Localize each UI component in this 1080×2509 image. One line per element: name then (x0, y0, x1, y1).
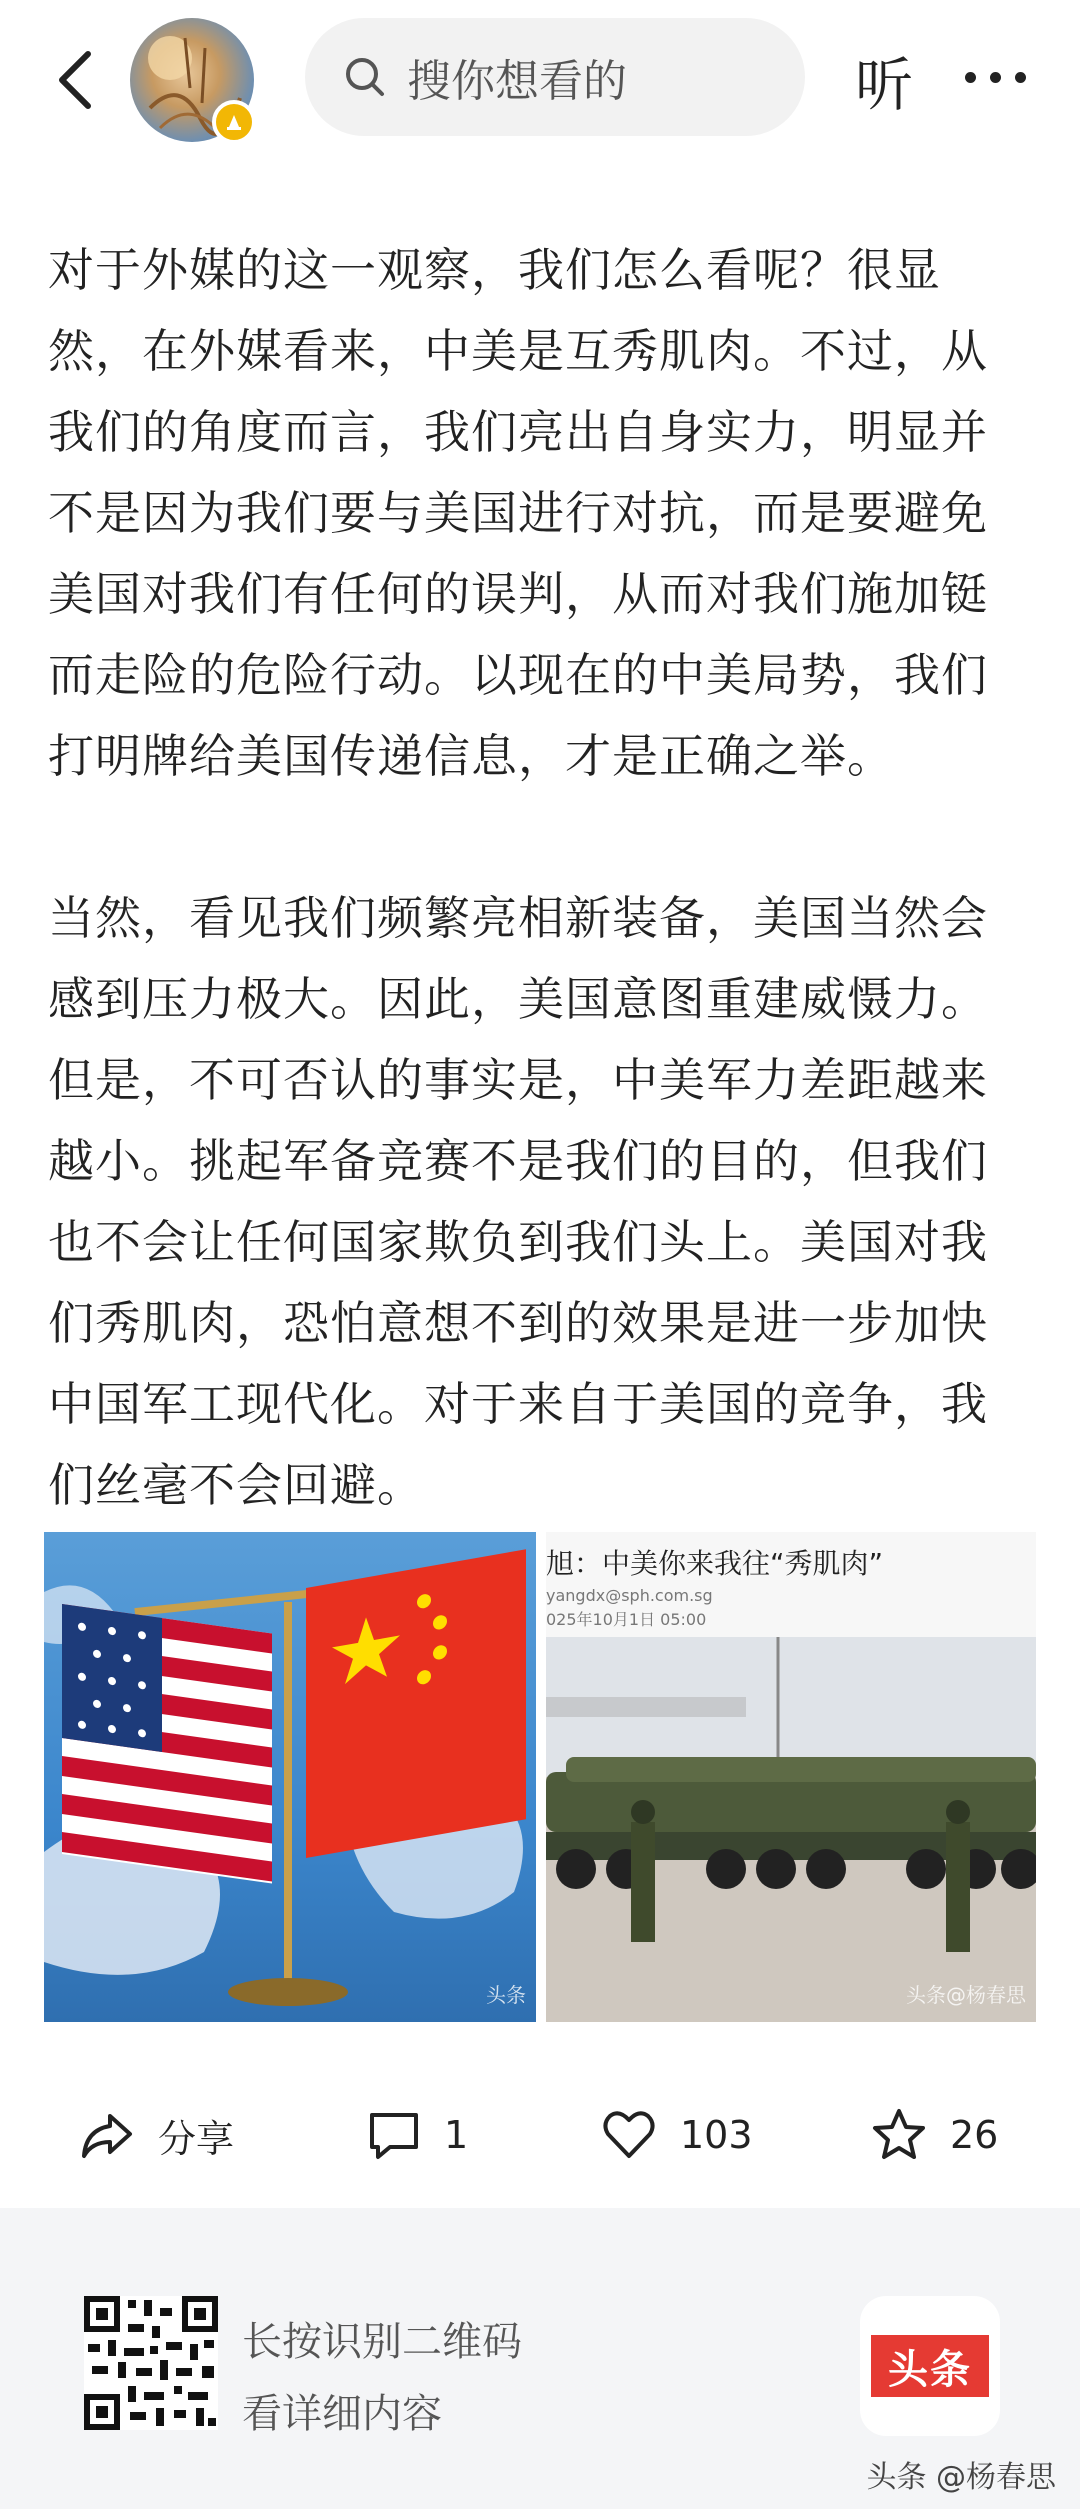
search-input[interactable] (305, 18, 805, 136)
like-count: 103 (680, 2113, 753, 2157)
toutiao-logo-text: 头条 (871, 2335, 989, 2397)
qr-instruction-line: 看详细内容 (242, 2391, 442, 2437)
like-button[interactable] (600, 2100, 753, 2170)
missile-parade-illustration (546, 1637, 1036, 2022)
news-date: 025年10月1日 05:00 (546, 1610, 707, 1629)
news-meta (546, 1584, 713, 1632)
qr-code-icon[interactable] (84, 2296, 218, 2430)
comment-icon (366, 2107, 422, 2163)
parade-image[interactable] (546, 1532, 1036, 2022)
toutiao-logo (860, 2296, 1000, 2436)
image-watermark: 头条 (486, 1983, 526, 2007)
article-body (48, 230, 1013, 1526)
share-icon (78, 2106, 136, 2164)
flags-image[interactable] (44, 1532, 536, 2022)
comment-button[interactable] (366, 2100, 468, 2170)
comment-count: 1 (444, 2113, 469, 2157)
news-email: yangdx@sph.com.sg (546, 1586, 713, 1605)
qr-instruction-line: 长按识别二维码 (242, 2319, 522, 2365)
heart-icon (600, 2106, 658, 2164)
star-icon (870, 2106, 928, 2164)
more-options-icon[interactable] (965, 62, 1045, 92)
share-button[interactable] (78, 2100, 234, 2170)
us-china-flags-illustration (44, 1532, 536, 2022)
verified-badge-icon (212, 100, 256, 144)
image-watermark: 头条@杨春思 (906, 1983, 1026, 2007)
qr-instructions (242, 2306, 522, 2450)
share-label: 分享 (158, 2116, 235, 2161)
favorite-button[interactable] (870, 2100, 998, 2170)
listen-button[interactable]: 听 (855, 51, 914, 119)
image-grid (44, 1532, 1036, 2022)
news-headline: 旭：中美你来我往“秀肌肉” (546, 1547, 884, 1580)
top-bar (0, 0, 1080, 160)
favorite-count: 26 (950, 2113, 999, 2157)
back-button[interactable] (48, 40, 108, 120)
search-placeholder: 搜你想看的 (407, 56, 627, 107)
action-bar (0, 2090, 1080, 2180)
article-paragraph: 当然，看见我们频繁亮相新装备，美国当然会感到压力极大。因此，美国意图重建威慑力。但是，不可否认的事实是，中美军力差距越来越小。挑起军备竞赛不是我们的目的，但我们也不会让任何国家欺负到我们头上。美国对我们秀肌肉，恐怕意想不到的效果是进一步加快中国军工现代化。对于来自于美国的竞争，我们丝毫不会回避。 (48, 891, 988, 1512)
author-credit: 头条 @杨春思 (866, 2460, 1056, 2495)
article-paragraph: 对于外媒的这一观察，我们怎么看呢？很显然，在外媒看来，中美是互秀肌肉。不过，从我们的角度而言，我们亮出自身实力，明显并不是因为我们要与美国进行对抗，而是要避免美国对我们有任何的误判，从而对我们施加铤而走险的危险行动。以现在的中美局势，我们打明牌给美国传递信息，才是正确之举。 (48, 243, 988, 783)
search-icon (343, 55, 387, 99)
chevron-left-icon (48, 40, 108, 120)
